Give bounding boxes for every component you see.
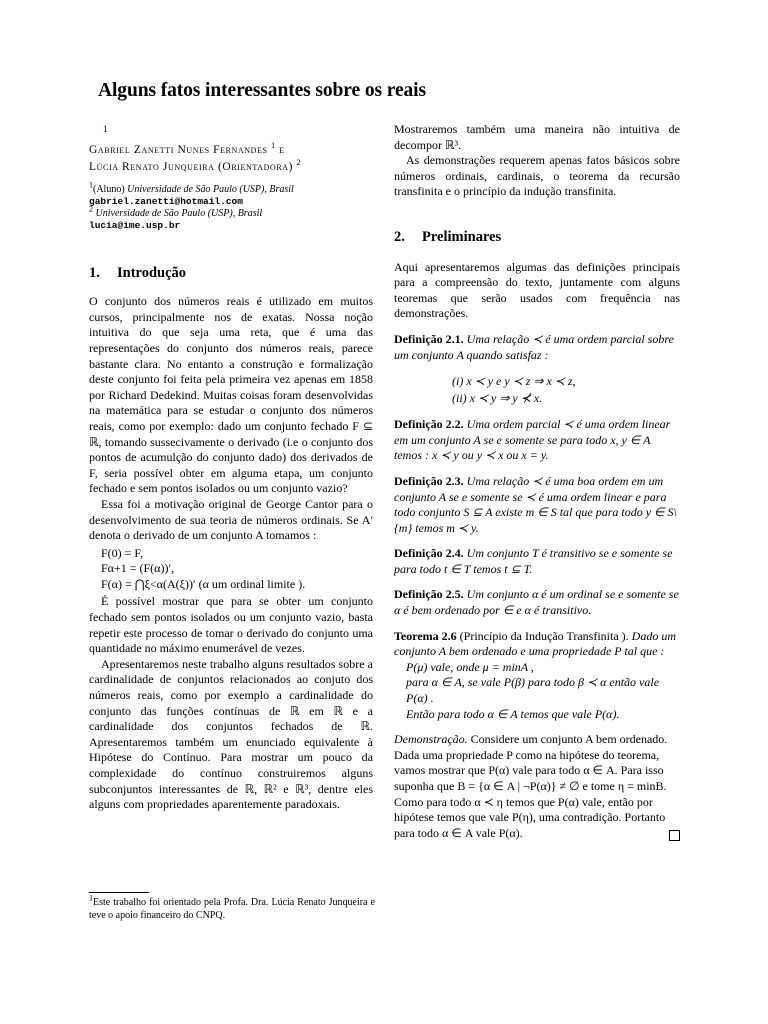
- theorem-2-6-name: (Princípio da Indução Transfinita ).: [459, 628, 629, 643]
- author-conjunction: e: [275, 143, 285, 156]
- condition-ii: (ii) x ≺ y ⇒ y ⊀ x.: [452, 391, 543, 406]
- paper-title: Alguns fatos interessantes sobre os reais: [98, 80, 426, 101]
- section-2-title: Preliminares: [422, 228, 502, 245]
- definition-2-5: [394, 587, 680, 618]
- definition-2-2-label: Definição 2.2.: [394, 417, 464, 432]
- proof: [394, 732, 680, 841]
- definition-2-4: [394, 546, 680, 577]
- author-2: Lúcia Renato Junqueira (Orientadora): [89, 160, 294, 173]
- definition-2-1-body: Uma relação ≺ é uma ordem parcial sobre um conjunto A quando satisfaz :: [394, 331, 674, 362]
- theorem-2-6-label: Teorema 2.6: [394, 628, 457, 643]
- author-1: Gabriel Zanetti Nunes Fernandes: [89, 143, 268, 156]
- definition-2-2-body: Uma ordem parcial ≺ é uma ordem linear em um conjunto A se e somente se para todo x, y ∈ A temos : x ≺ y ou y ≺ x ou x = y.: [394, 417, 671, 463]
- right-paragraph-2: As demonstrações requerem apenas fatos básicos sobre números ordinais, cardinais, o teorema da recursão transfinita e o princípio da indução transfinita.: [394, 153, 680, 199]
- email-1: gabriel.zanetti@hotmail.com: [89, 195, 243, 207]
- definition-2-2: [394, 417, 680, 464]
- derivative-formulas: [101, 546, 373, 593]
- definition-2-4-label: Definição 2.4.: [394, 546, 464, 561]
- definition-2-4-body: Um conjunto T é transitivo se e somente se para todo t ∈ T temos t ⊆ T.: [394, 546, 673, 576]
- theorem-2-6-body: Dado um conjunto A bem ordenado e uma propriedade P tal que :: [394, 628, 676, 659]
- formula-1: F(0) = F,: [101, 545, 144, 560]
- footnote-text: Este trabalho foi orientado pela Profa. Dra. Lúcia Renato Junqueira e teve o apoio financeiro do CNPQ.: [89, 897, 375, 921]
- section-1-heading: [89, 266, 373, 282]
- partial-order-conditions: [452, 373, 680, 407]
- section-2-heading: [394, 230, 680, 246]
- section-1-number: 1.: [89, 264, 100, 281]
- theorem-line-3: Então para todo α ∈ A temos que vale P(α).: [406, 706, 620, 721]
- author-2-sup: 2: [296, 157, 302, 167]
- proof-label: Demonstração.: [394, 732, 468, 747]
- affil-1: Universidade de São Paulo (USP), Brasil: [127, 183, 294, 195]
- proof-body: Considere um conjunto A bem ordenado. Dada uma propriedade P como na hipótese do teorema, vamos mostrar que P(α) vale para todo α ∈ A. Para isso suponha que B = {α ∈ A | ¬P(α)} ≠ ∅ e tome η = minB. Como para todo α ≺ η temos que P(α) vale, então por hipótese temos que vale P(η), uma contradição. Portanto para todo α ∈ A vale P(α).: [394, 732, 668, 840]
- right-paragraph-1: Mostraremos também uma maneira não intuitiva de decompor ℝ³.: [394, 122, 680, 152]
- definition-2-1-label: Definição 2.1.: [394, 331, 464, 346]
- theorem-line-2: para α ∈ A, se vale P(β) para todo β ≺ α então vale P(α) .: [406, 675, 660, 706]
- section-2-number: 2.: [394, 228, 405, 245]
- formula-2: Fα+1 = (F(α))′,: [101, 561, 175, 576]
- affiliations: [89, 180, 373, 232]
- intro-paragraph-3: É possível mostrar que para se obter um conjunto fechado sem pontos isolados ou um conjunto vazio, basta repetir este processo de tomar o derivado do conjunto uma quantidade no máximo enumerável de vezes.: [89, 594, 373, 656]
- section-2-intro: Aqui apresentaremos algumas das definições principais para a compreensão do texto, juntamente com alguns teoremas que serão usados com frequência nas demonstrações.: [394, 259, 680, 321]
- section-1-title: Introdução: [117, 264, 187, 281]
- definition-2-5-body: Um conjunto α é um ordinal se e somente se α é bem ordenado por ∈ e α é transitivo.: [394, 587, 679, 618]
- theorem-line-1: P(μ) vale, onde μ = minA ,: [406, 659, 534, 674]
- definition-2-1: [394, 332, 680, 363]
- formula-3: F(α) = ⋂ξ<α(A(ξ))′ (α um ordinal limite ).: [101, 576, 306, 591]
- author-1-sup: 1: [271, 140, 276, 150]
- definition-2-3-body: Uma relação ≺ é uma boa ordem em um conjunto A se e somente se ≺ é uma ordem linear e para todo conjunto S ⊆ A existe m ∈ S tal que para todo y ∈ S\{m} temos m ≺ y.: [394, 473, 677, 535]
- right-column: [394, 122, 680, 841]
- definition-2-3-label: Definição 2.3.: [394, 473, 464, 488]
- author-list: [89, 142, 373, 176]
- qed-square-icon: [669, 830, 680, 841]
- footnote: [89, 893, 375, 922]
- definition-2-5-label: Definição 2.5.: [394, 587, 464, 602]
- title-footnote-mark: 1: [103, 124, 108, 134]
- theorem-2-6: [394, 629, 680, 723]
- intro-paragraph-1: O conjunto dos números reais é utilizado em muitos cursos, principalmente nos de exatas. Nossa noção intuitiva do que seja uma reta, que é uma das representações do conjunto dos números reais, parece bastante clara. No entanto a construção e formalização deste conjunto foi feita pela primeira vez apenas em 1858 por Richard Dedekind. Muitas coisas foram desenvolvidas na matemática para se estudar o conjunto dos números reais, como por exemplo: dado um conjunto fechado F ⊆ ℝ, tomando sussecivamente o derivado (i.e o conjunto dos pontos de acumulção do conjunto dado) dos derivados de F, seria possível obter em alguma etapa, um conjunto fechado e sem pontos isolados ou um conjunto vazio?: [89, 294, 373, 496]
- affil-2-sup: 2: [89, 204, 93, 214]
- affil-2: Universidade de São Paulo (USP), Brasil: [95, 207, 263, 219]
- email-2: lucia@ime.usp.br: [89, 219, 181, 231]
- section-1-body: [89, 294, 373, 813]
- affil-1-sup: 1: [89, 180, 93, 190]
- intro-paragraph-2: Essa foi a motivação original de George Cantor para o desenvolvimento de sua teoria de números ordinais. Se A′ denota o derivado de um conjunto A tomamos :: [89, 496, 373, 543]
- affil-1-prefix: (Aluno): [93, 183, 125, 195]
- intro-paragraph-4: Apresentaremos neste trabalho alguns resultados sobre a cardinalidade de conjuntos relacionados ao conjuto dos números reais, como por exemplo a cardinalidade do conjunto das funções contínuas de ℝ em ℝ e a cardinalidade dos conjuntos fechados de ℝ. Apresentaremos também um enunciado equivalente à Hipótese do Contínuo. Para mostrar um pouco da complexidade do contínuo construiremos alguns subconjuntos interessantes de ℝ, ℝ² e ℝ³, dentre eles alguns com propriedades aparentemente paradoxais.: [89, 656, 373, 812]
- condition-i: (i) x ≺ y e y ≺ z ⇒ x ≺ z,: [452, 374, 576, 389]
- footnote-rule: [89, 892, 149, 893]
- left-column: [89, 122, 373, 813]
- footnote-mark: 1: [89, 893, 93, 903]
- definition-2-3: [394, 474, 680, 536]
